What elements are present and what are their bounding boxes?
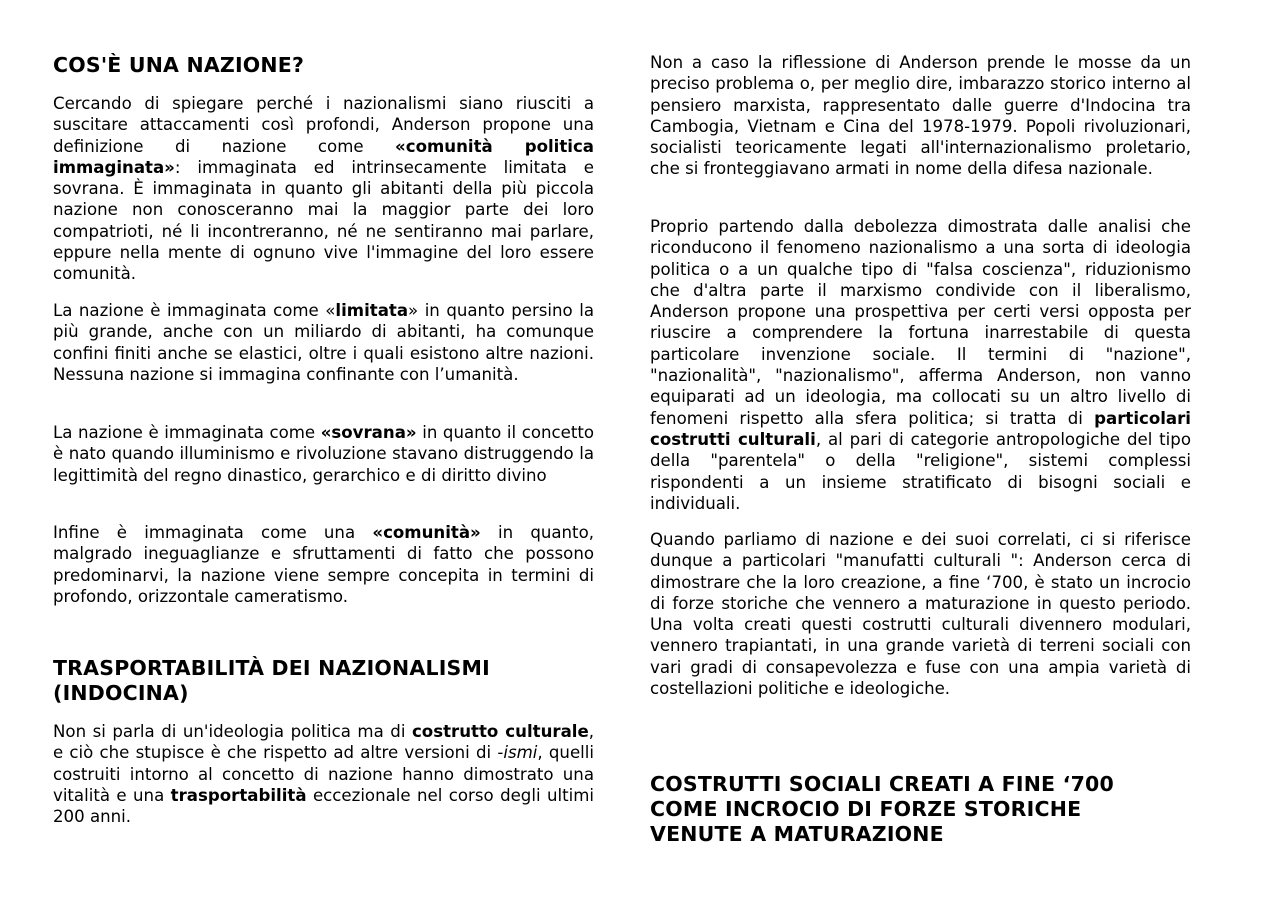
paragraph-limitata: La nazione è immaginata come «limitata» in quanto persino la più grande, anche con un miliardo di abitanti, ha comunque confini finiti anche se elastici, oltre i quali esistono altre nazioni. Nessuna nazione si immagina confinante con l’umanità. (53, 301, 594, 384)
heading-trasportabilita: TRASPORTABILITÀ DEI NAZIONALISMI (INDOCINA) (53, 656, 490, 705)
paragraph-debolezza-analisi: Proprio partendo dalla debolezza dimostrata dalle analisi che riconducono il fenomeno nazionalismo a una sorta di ideologia politica o a un qualche tipo di "falsa coscienza", riduzionismo che d'altra parte il marxismo condivide con il liberalismo, Anderson propone una prospettiva per certi versi opposta per riuscire a comprendere la fortuna inarrestabile di questa particolare invenzione sociale. Il termini di "nazione", "nazionalità", "nazionalismo", afferma Anderson, non vanno equiparati ad un ideologia, ma collocati su un altro livello di fenomeni rispetto alla sfera politica; si tratta di particolari costrutti culturali, al pari di categorie antropologiche del tipo della "parentela" o della "religione", sistemi complessi rispondenti a un insieme stratificato di bisogni sociali e individuali. (650, 217, 1191, 513)
paragraph-costrutto-culturale: Non si parla di un'ideologia politica ma di costrutto culturale, e ciò che stupisce è che rispetto ad altre versioni di -ismi, quelli costruiti intorno al concetto di nazione hanno dimostrato una vitalità e una trasportabilità eccezionale nel corso degli ultimi 200 anni. (53, 722, 594, 827)
paragraph-indocina: Non a caso la riflessione di Anderson prende le mosse da un preciso problema o, per meglio dire, imbarazzo storico interno al pensiero marxista, rappresentato dalle guerre d'Indocina tra Cambogia, Vietnam e Cina del 1978-1979. Popoli rivoluzionari, socialisti teoricamente legati all'internazionalismo proletario, che si fronteggiavano armati in nome della difesa nazionale. (650, 53, 1191, 179)
paragraph-comunita: Infine è immaginata come una «comunità» in quanto, malgrado ineguaglianze e sfruttamenti di fatto che possono predominarvi, la nazione viene sempre concepita in termini di profondo, orizzontale cameratismo. (53, 523, 594, 606)
paragraph-manufatti-culturali: Quando parliamo di nazione e dei suoi correlati, ci si riferisce dunque a particolari "manufatti culturali ": Anderson cerca di dimostrare che la loro creazione, a fine ‘700, è stato un incrocio di forze storiche che vennero a maturazione in questo periodo. Una volta creati questi costrutti culturali divennero modulari, vennero trapiantati, in una grande varietà di terreni sociali con vari gradi di consapevolezza e fuse con una ampia varietà di costellazioni politiche e ideologiche. (650, 530, 1191, 699)
heading-cos-e-una-nazione: COS'È UNA NAZIONE? (53, 53, 305, 77)
heading-costrutti-sociali: COSTRUTTI SOCIALI CREATI A FINE ‘700 COME INCROCIO DI FORZE STORICHE VENUTE A MATURAZIONE (650, 772, 1114, 846)
paragraph-sovrana: La nazione è immaginata come «sovrana» in quanto il concetto è nato quando illuminismo e rivoluzione stavano distruggendo la legittimità del regno dinastico, gerarchico e di diritto divino (53, 423, 594, 485)
paragraph-definizione: Cercando di spiegare perché i nazionalismi siano riusciti a suscitare attaccamenti così profondi, Anderson propone una definizione di nazione come «comunità politica immaginata»: immaginata ed intrinsecamente limitata e sovrana. È immaginata in quanto gli abitanti della più piccola nazione non conosceranno mai la maggior parte dei loro compatrioti, né li incontreranno, né ne sentiranno mai parlare, eppure nella mente di ognuno vive l'immagine del loro essere comunità. (53, 94, 595, 284)
